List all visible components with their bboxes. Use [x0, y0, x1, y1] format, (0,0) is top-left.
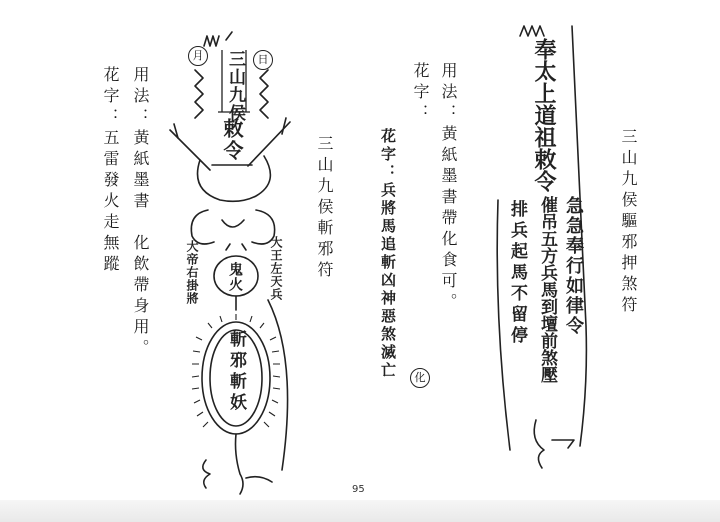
right-charm-label: 花字： [411, 62, 430, 125]
moon-mark: 月 [188, 46, 208, 66]
left-body-text: 斬邪斬妖 [226, 330, 246, 414]
right-main-column: 奉太上道祖敕令 [531, 38, 556, 192]
right-order-column: 催吊五方兵馬到壇前煞壓 [537, 196, 557, 383]
right-charm-text: 花字：兵將馬追斬凶神惡煞滅亡 [379, 128, 397, 380]
bottom-shadow [0, 500, 720, 522]
page-number: 95 [352, 484, 365, 495]
left-charm-text: 花字：五雷發火走無蹤 [101, 66, 120, 276]
left-head-text: 三山九侯 [225, 50, 245, 122]
right-usage: 用法：黃紙墨書帶化食可。 [439, 62, 458, 314]
left-usage: 用法：黃紙墨書 化飲帶身用。 [131, 66, 150, 360]
left-belly-text: 鬼火 [227, 262, 243, 292]
right-title: 三山九侯驅邪押煞符 [619, 128, 638, 317]
right-charm-circle: 化 [410, 368, 430, 388]
right-command-column: 急急奉行如律令 [563, 196, 584, 336]
left-arm-right-text: 大王左天兵 [269, 236, 283, 301]
sun-mark: 日 [253, 50, 273, 70]
left-crown-text: 敕令 [220, 118, 244, 162]
left-arm-left-text: 大帝右掛將 [185, 240, 199, 305]
left-title: 三山九侯斬邪符 [315, 135, 334, 282]
right-side-column: 排兵起馬不留停 [507, 200, 527, 347]
